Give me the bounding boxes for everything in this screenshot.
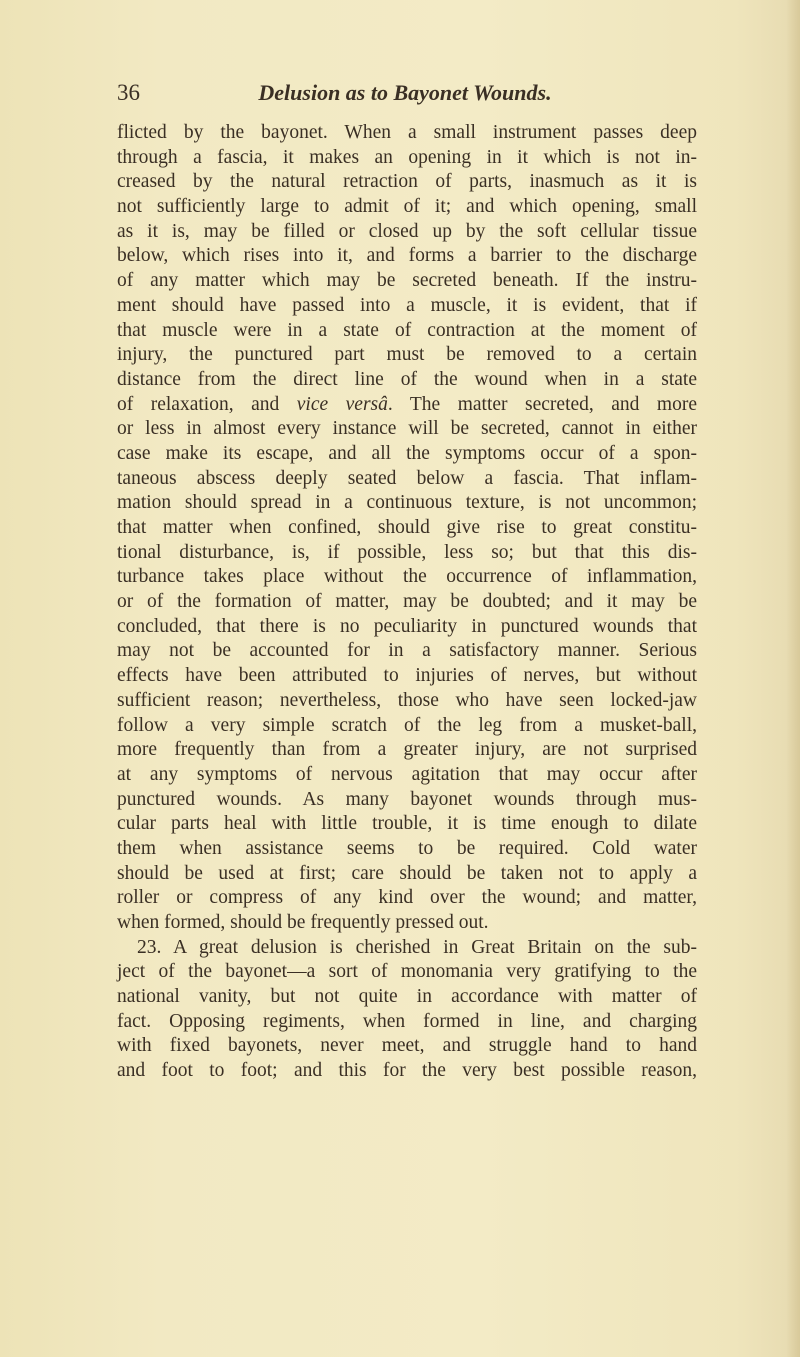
text-line: ment should have passed into a muscle, it is evident, that if <box>117 294 697 316</box>
text-line: turbance takes place without the occurrence of inflammation, <box>117 566 697 588</box>
text-line: taneous abscess deeply seated below a fascia. That inflam- <box>117 467 697 489</box>
text-line: below, which rises into it, and forms a barrier to the discharge <box>117 245 697 267</box>
text-line: punctured wounds. As many bayonet wounds through mus- <box>117 788 697 810</box>
text-line: them when assistance seems to be required. Cold water <box>117 837 697 859</box>
text-line: effects have been attributed to injuries of nerves, but without <box>117 665 697 687</box>
text-line: 23. A great delusion is cherished in Great Britain on the sub- <box>137 936 697 958</box>
text-line: should be used at first; care should be taken not to apply a <box>117 862 697 884</box>
body-text <box>117 121 697 1084</box>
page-edge-shadow <box>786 0 800 1357</box>
text-line: ject of the bayonet—a sort of monomania very gratifying to the <box>117 961 697 983</box>
text-line: sufficient reason; nevertheless, those who have seen locked-jaw <box>117 689 697 711</box>
text-line: tional disturbance, is, if possible, less so; but that this dis- <box>117 541 697 563</box>
text-line: when formed, should be frequently pressed out. <box>117 912 489 933</box>
italic-phrase: vice versâ <box>296 393 388 415</box>
text-line: may not be accounted for in a satisfactory manner. Serious <box>117 640 697 662</box>
text-line: and foot to foot; and this for the very best possible reason, <box>117 1060 697 1082</box>
text-line: of relaxation, and vice versâ. The matter secreted, and more <box>117 393 697 415</box>
text-line: mation should spread in a continuous texture, is not uncommon; <box>117 492 697 514</box>
running-head: Delusion as to Bayonet Wounds. <box>258 80 552 105</box>
text-line: not sufficiently large to admit of it; and which opening, small <box>117 196 697 218</box>
text-line: that muscle were in a state of contraction at the moment of <box>117 319 697 341</box>
text-line: through a fascia, it makes an opening in it which is not in- <box>117 146 697 168</box>
text-line: at any symptoms of nervous agitation that may occur after <box>117 763 697 785</box>
text-line: roller or compress of any kind over the wound; and matter, <box>117 887 697 909</box>
text-line: creased by the natural retraction of parts, inasmuch as it is <box>117 171 697 193</box>
text-line: distance from the direct line of the wound when in a state <box>117 368 697 390</box>
text-line: of any matter which may be secreted beneath. If the instru- <box>117 270 697 292</box>
text-line: with fixed bayonets, never meet, and struggle hand to hand <box>117 1035 697 1057</box>
text-line: or of the formation of matter, may be doubted; and it may be <box>117 591 697 613</box>
text-line: that matter when confined, should give rise to great constitu- <box>117 517 697 538</box>
text-line: concluded, that there is no peculiarity in punctured wounds that <box>117 615 697 637</box>
text-line: follow a very simple scratch of the leg from a musket-ball, <box>117 714 697 736</box>
page-number: 36 <box>117 80 140 105</box>
text-line: injury, the punctured part must be removed to a certain <box>117 344 697 366</box>
text-line: flicted by the bayonet. When a small instrument passes deep <box>117 122 697 143</box>
text-line: or less in almost every instance will be secreted, cannot in either <box>117 418 697 440</box>
text-line: fact. Opposing regiments, when formed in line, and charging <box>117 1010 697 1032</box>
text-line: case make its escape, and all the symptoms occur of a spon- <box>117 442 697 464</box>
text-line: as it is, may be filled or closed up by the soft cellular tissue <box>117 220 697 242</box>
text-line: more frequently than from a greater injury, are not surprised <box>117 739 697 761</box>
text-line: national vanity, but not quite in accordance with matter of <box>117 986 697 1008</box>
text-line: cular parts heal with little trouble, it is time enough to dilate <box>117 813 697 835</box>
page-header <box>117 80 693 110</box>
